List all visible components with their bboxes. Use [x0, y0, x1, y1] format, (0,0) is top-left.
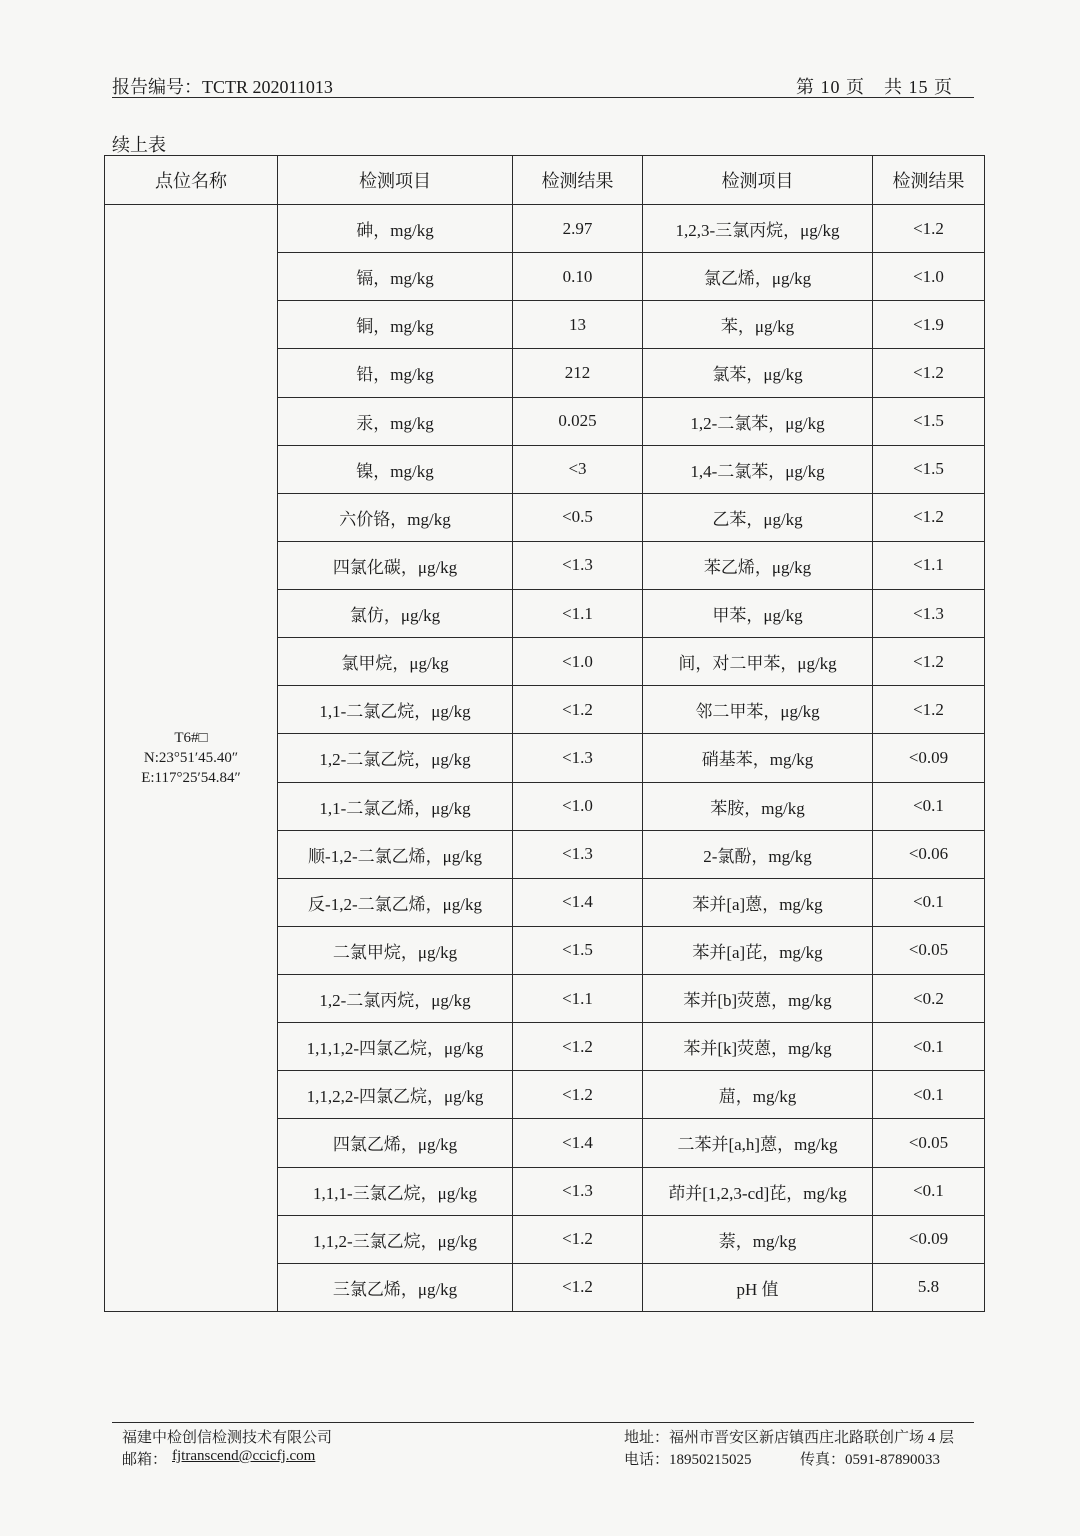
test-result-cell-2: <1.5: [873, 445, 985, 493]
table-body: [105, 205, 985, 1312]
header-test-result-2: 检测结果: [873, 156, 985, 205]
test-result-cell: <1.5: [513, 926, 643, 974]
header-test-item-2: 检测项目: [643, 156, 873, 205]
test-item-cell: 六价铬，mg/kg: [278, 493, 513, 541]
header-site-name: 点位名称: [105, 156, 278, 205]
test-item-cell-2: 间，对二甲苯，μg/kg: [643, 638, 873, 686]
test-result-cell-2: <1.5: [873, 397, 985, 445]
test-result-cell-2: <0.2: [873, 975, 985, 1023]
test-item-cell: 1,1-二氯乙烯，μg/kg: [278, 782, 513, 830]
test-item-cell-2: 1,4-二氯苯，μg/kg: [643, 445, 873, 493]
footer-email-label: 邮箱：: [122, 1452, 168, 1468]
test-result-cell-2: <0.05: [873, 1119, 985, 1167]
test-result-cell: <1.4: [513, 878, 643, 926]
test-item-cell: 二氯甲烷，μg/kg: [278, 926, 513, 974]
test-item-cell: 四氯化碳，μg/kg: [278, 541, 513, 589]
test-item-cell: 铜，mg/kg: [278, 301, 513, 349]
test-item-cell: 氯仿，μg/kg: [278, 590, 513, 638]
results-table: [104, 155, 985, 1312]
test-item-cell-2: 乙苯，μg/kg: [643, 493, 873, 541]
test-result-cell-2: <1.2: [873, 349, 985, 397]
test-item-cell: 镉，mg/kg: [278, 253, 513, 301]
test-item-cell: 反-1,2-二氯乙烯，μg/kg: [278, 878, 513, 926]
test-item-cell-2: 苯并[k]荧蒽，mg/kg: [643, 1023, 873, 1071]
test-result-cell: <1.3: [513, 1167, 643, 1215]
header-test-item: 检测项目: [278, 156, 513, 205]
report-number: 报告编号：TCTR 202011013: [112, 77, 333, 97]
test-item-cell: 1,1,2,2-四氯乙烷，μg/kg: [278, 1071, 513, 1119]
test-result-cell: <3: [513, 445, 643, 493]
test-result-cell-2: <0.1: [873, 782, 985, 830]
test-item-cell-2: 氯乙烯，μg/kg: [643, 253, 873, 301]
test-result-cell-2: <1.1: [873, 541, 985, 589]
footer-company: 福建中检创信检测技术有限公司: [122, 1430, 333, 1446]
test-result-cell: <1.2: [513, 1215, 643, 1263]
test-item-cell-2: 苯并[a]蒽，mg/kg: [643, 878, 873, 926]
test-result-cell: 2.97: [513, 205, 643, 253]
test-result-cell: <1.2: [513, 1263, 643, 1311]
footer-address: 地址：福州市晋安区新店镇西庄北路联创广场 4 层: [624, 1430, 955, 1446]
test-item-cell: 氯甲烷，μg/kg: [278, 638, 513, 686]
test-item-cell-2: 苯，μg/kg: [643, 301, 873, 349]
test-result-cell-2: <0.09: [873, 734, 985, 782]
test-result-cell-2: <1.9: [873, 301, 985, 349]
table-header-row: [105, 156, 985, 205]
test-result-cell: <1.3: [513, 734, 643, 782]
test-item-cell-2: 1,2,3-三氯丙烷，μg/kg: [643, 205, 873, 253]
test-item-cell: 四氯乙烯，μg/kg: [278, 1119, 513, 1167]
test-item-cell-2: 萘，mg/kg: [643, 1215, 873, 1263]
test-item-cell-2: 苯胺，mg/kg: [643, 782, 873, 830]
test-item-cell-2: 苯并[b]荧蒽，mg/kg: [643, 975, 873, 1023]
test-item-cell-2: 2-氯酚，mg/kg: [643, 830, 873, 878]
test-result-cell: <1.1: [513, 590, 643, 638]
footer-divider: [112, 1422, 974, 1423]
test-item-cell: 顺-1,2-二氯乙烯，μg/kg: [278, 830, 513, 878]
footer-email[interactable]: fjtranscend@ccicfj.com: [172, 1448, 316, 1464]
site-longitude: E:117°25′54.84″: [141, 770, 241, 786]
test-item-cell-2: 二苯并[a,h]蒽，mg/kg: [643, 1119, 873, 1167]
test-result-cell-2: <0.1: [873, 1167, 985, 1215]
test-item-cell: 1,1,2-三氯乙烷，μg/kg: [278, 1215, 513, 1263]
test-result-cell-2: <1.2: [873, 205, 985, 253]
test-item-cell: 1,1-二氯乙烷，μg/kg: [278, 686, 513, 734]
test-item-cell: 镍，mg/kg: [278, 445, 513, 493]
test-item-cell: 铅，mg/kg: [278, 349, 513, 397]
test-result-cell-2: <1.2: [873, 638, 985, 686]
table-row: [105, 205, 985, 253]
test-item-cell-2: 1,2-二氯苯，μg/kg: [643, 397, 873, 445]
test-result-cell: <1.1: [513, 975, 643, 1023]
test-result-cell: <0.5: [513, 493, 643, 541]
test-item-cell: 1,2-二氯乙烷，μg/kg: [278, 734, 513, 782]
test-item-cell: 三氯乙烯，μg/kg: [278, 1263, 513, 1311]
test-result-cell-2: <1.0: [873, 253, 985, 301]
test-item-cell: 砷，mg/kg: [278, 205, 513, 253]
test-item-cell-2: pH 值: [643, 1263, 873, 1311]
test-item-cell: 1,1,1,2-四氯乙烷，μg/kg: [278, 1023, 513, 1071]
site-marker: □: [198, 730, 208, 746]
test-result-cell-2: <0.06: [873, 830, 985, 878]
test-item-cell-2: 苯乙烯，μg/kg: [643, 541, 873, 589]
test-item-cell-2: 邻二甲苯，μg/kg: [643, 686, 873, 734]
test-result-cell: 0.025: [513, 397, 643, 445]
page-indicator: 第 10 页 共 15 页: [796, 77, 953, 97]
test-item-cell-2: 苯并[a]芘，mg/kg: [643, 926, 873, 974]
site-latitude: N:23°51′45.40″: [143, 750, 239, 766]
header-divider: [112, 97, 974, 98]
test-result-cell: <1.2: [513, 1023, 643, 1071]
test-result-cell-2: <1.2: [873, 493, 985, 541]
test-result-cell-2: <0.1: [873, 1023, 985, 1071]
test-item-cell-2: 茚并[1,2,3-cd]芘，mg/kg: [643, 1167, 873, 1215]
test-result-cell: <1.2: [513, 686, 643, 734]
test-result-cell-2: 5.8: [873, 1263, 985, 1311]
test-item-cell: 1,2-二氯丙烷，μg/kg: [278, 975, 513, 1023]
test-result-cell: 13: [513, 301, 643, 349]
test-result-cell-2: <1.2: [873, 686, 985, 734]
test-result-cell: 0.10: [513, 253, 643, 301]
test-result-cell-2: <0.1: [873, 878, 985, 926]
test-item-cell: 1,1,1-三氯乙烷，μg/kg: [278, 1167, 513, 1215]
test-item-cell-2: 䓛，mg/kg: [643, 1071, 873, 1119]
header-test-result: 检测结果: [513, 156, 643, 205]
test-result-cell: <1.2: [513, 1071, 643, 1119]
test-result-cell-2: <0.05: [873, 926, 985, 974]
test-result-cell-2: <1.3: [873, 590, 985, 638]
test-result-cell: <1.3: [513, 541, 643, 589]
test-result-cell-2: <0.1: [873, 1071, 985, 1119]
test-item-cell-2: 甲苯，μg/kg: [643, 590, 873, 638]
test-item-cell: 汞，mg/kg: [278, 397, 513, 445]
test-result-cell: <1.0: [513, 782, 643, 830]
test-item-cell-2: 氯苯，μg/kg: [643, 349, 873, 397]
continued-table-label: 续上表: [112, 135, 166, 155]
test-item-cell-2: 硝基苯，mg/kg: [643, 734, 873, 782]
site-name: T6#: [174, 730, 199, 746]
test-result-cell: <1.4: [513, 1119, 643, 1167]
footer-fax: 传真：0591-87890033: [800, 1452, 940, 1468]
test-result-cell-2: <0.09: [873, 1215, 985, 1263]
test-result-cell: 212: [513, 349, 643, 397]
site-cell: [105, 205, 278, 1312]
footer-phone: 电话：18950215025: [624, 1452, 752, 1468]
test-result-cell: <1.3: [513, 830, 643, 878]
test-result-cell: <1.0: [513, 638, 643, 686]
